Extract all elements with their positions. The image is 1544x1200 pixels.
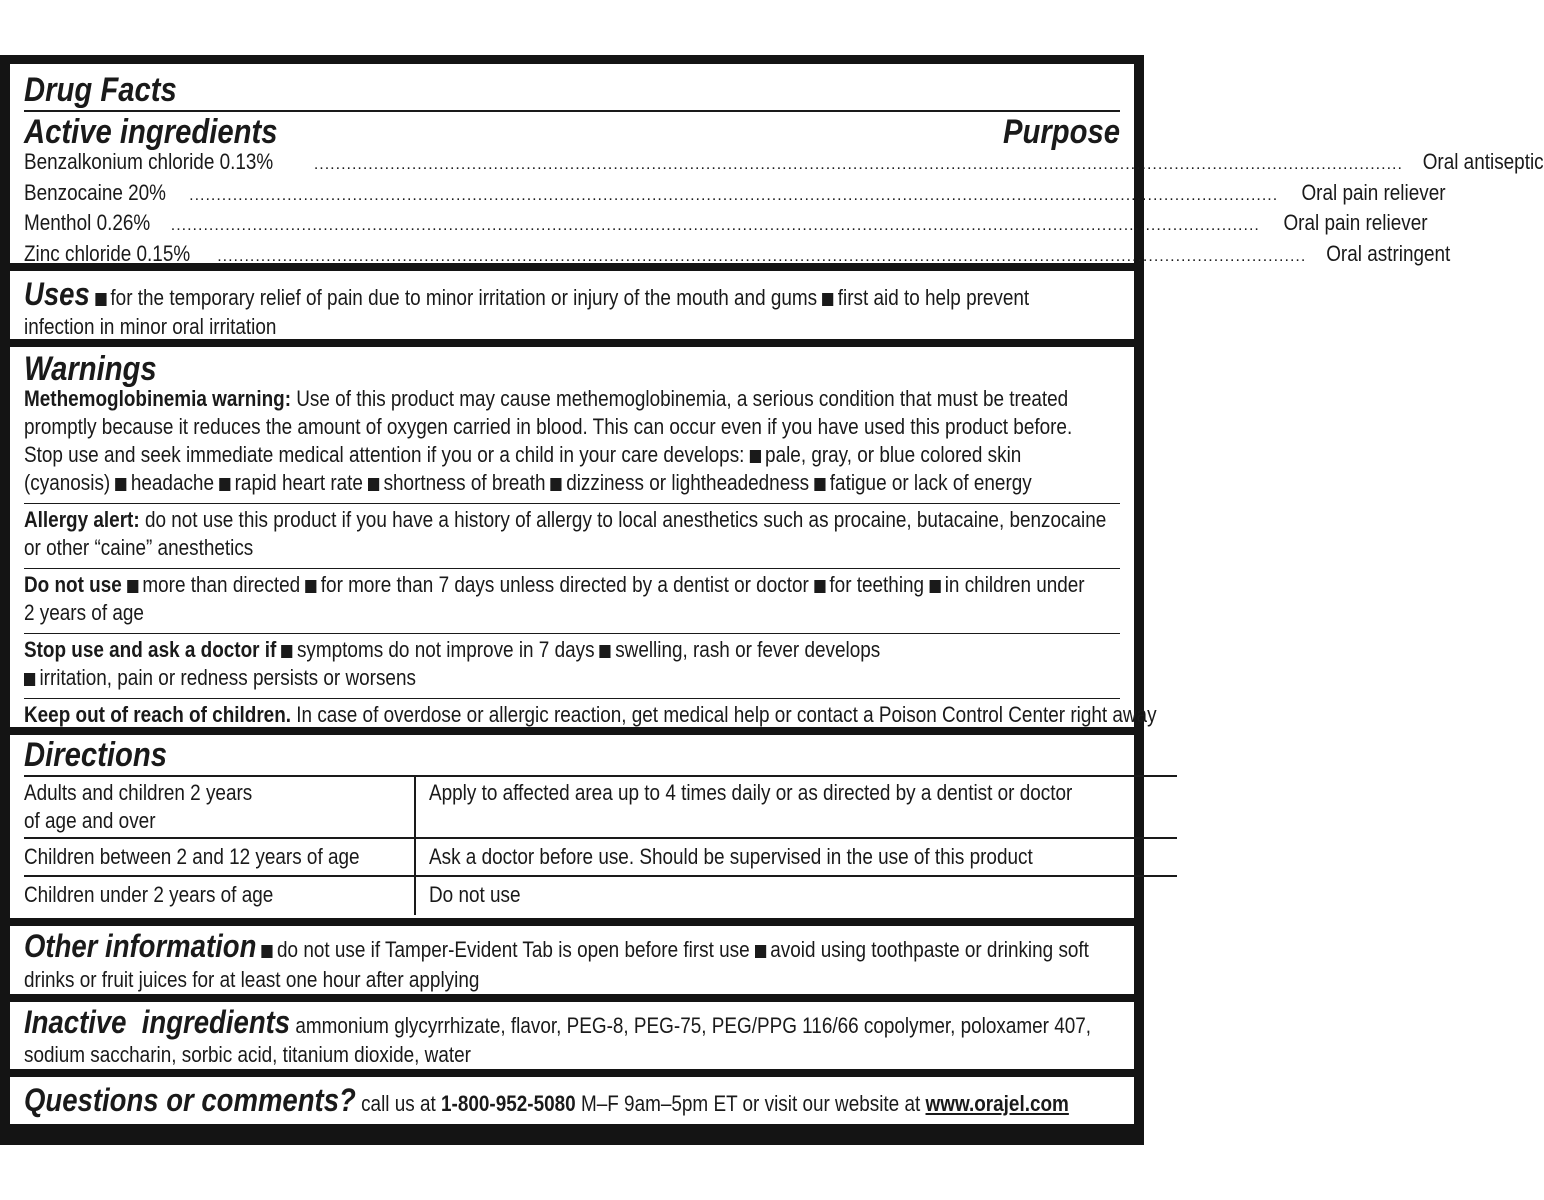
bullet-square-icon <box>115 478 126 491</box>
keep-out-line <box>24 701 1157 729</box>
what-text: Do not use <box>429 882 521 907</box>
ingredient-name: Zinc chloride 0.15% <box>24 240 191 266</box>
inactive-line-2: sodium saccharin, sorbic acid, titanium dioxide, water <box>24 1042 471 1067</box>
ingredient-purpose: Oral astringent <box>1326 240 1451 266</box>
symptom-item: rapid heart rate <box>234 470 363 495</box>
symptom-item: (cyanosis) <box>24 470 111 495</box>
what-text: Apply to affected area up to 4 times daily or as directed by a dentist or doctor <box>429 780 1073 805</box>
donot-item: more than directed <box>142 572 301 597</box>
other-heading: Other information <box>24 928 257 964</box>
who-text: of age and over <box>24 808 156 833</box>
purpose-heading: Purpose <box>1002 113 1120 151</box>
other-item: do not use if Tamper-Evident Tab is open before first use <box>277 937 750 962</box>
stop-item: swelling, rash or fever develops <box>615 637 881 662</box>
website-link[interactable]: www.orajel.com <box>925 1091 1069 1116</box>
active-ingredients-panel <box>10 64 1544 266</box>
uses-line-1 <box>24 276 1030 313</box>
table-row <box>24 838 1177 876</box>
who-text: Children under 2 years of age <box>24 882 274 907</box>
other-information-panel <box>10 926 1134 994</box>
stop-line-2 <box>24 664 967 692</box>
allergy-label: Allergy alert: <box>24 507 140 532</box>
stop-item: symptoms do not improve in 7 days <box>296 637 595 662</box>
bullet-square-icon <box>95 293 106 306</box>
directions-what <box>415 876 1177 915</box>
allergy-text: do not use this product if you have a history of allergy to local anesthetics such as procaine, butacaine, benzocaine <box>144 507 1107 532</box>
active-ingredients-header <box>24 112 1120 152</box>
bullet-square-icon <box>929 580 940 593</box>
ingredient-name: Benzalkonium chloride 0.13% <box>24 149 274 174</box>
directions-panel <box>10 735 1134 918</box>
bullet-square-icon <box>814 580 825 593</box>
directions-who <box>24 776 415 838</box>
symptom-item: pale, gray, or blue colored skin <box>765 442 1022 467</box>
stop-item: irritation, pain or redness persists or worsens <box>39 665 416 690</box>
other-item: avoid using toothpaste or drinking soft <box>770 937 1089 962</box>
symptom-item: fatigue or lack of energy <box>829 470 1032 495</box>
donot-line-2: 2 years of age <box>24 600 144 625</box>
leader-dots: ........................................................................................................................................................................................................ <box>189 186 1279 204</box>
inactive-ingredients-panel <box>10 1002 1134 1069</box>
table-row <box>24 776 1177 838</box>
directions-who <box>24 876 415 915</box>
inactive-heading: Inactive ingredients <box>24 1004 291 1040</box>
meth-text: Stop use and seek immediate medical attention if you or a child in your care develops: <box>24 442 745 467</box>
ingredient-name: Menthol 0.26% <box>24 210 151 235</box>
meth-line-1 <box>24 385 1069 413</box>
ingredient-purpose: Oral pain reliever <box>1301 179 1446 205</box>
who-text: Adults and children 2 years <box>24 780 253 805</box>
bullet-square-icon <box>600 645 611 658</box>
bullet-square-icon <box>281 645 292 658</box>
warnings-heading: Warnings <box>24 350 157 388</box>
phone-number: 1-800-952-5080 <box>441 1091 576 1116</box>
stop-label: Stop use and ask a doctor if <box>24 637 277 662</box>
uses-heading: Uses <box>24 276 90 312</box>
inactive-line-1 <box>24 1004 1092 1041</box>
donot-label: Do not use <box>24 572 122 597</box>
meth-line-2: promptly because it reduces the amount of oxygen carried in blood. This can occur even if you have used this product before. <box>24 414 1073 439</box>
questions-text: call us at <box>361 1091 436 1116</box>
bullet-square-icon <box>305 580 316 593</box>
ingredient-row <box>24 148 1544 179</box>
ingredient-row <box>24 179 1446 210</box>
other-line-2: drinks or fruit juices for at least one hour after applying <box>24 967 480 992</box>
bullet-square-icon <box>750 450 761 463</box>
meth-line-3 <box>24 441 1022 469</box>
directions-who <box>24 838 415 876</box>
ingredient-purpose: Oral pain reliever <box>1283 210 1428 235</box>
donot-item: for teething <box>829 572 925 597</box>
bullet-square-icon <box>368 478 379 491</box>
leader-dots: ........................................................................................................................................................................................................ <box>170 217 1260 234</box>
questions-heading: Questions or comments? <box>24 1082 356 1118</box>
warnings-panel <box>10 347 1157 727</box>
symptom-item: dizziness or lightheadedness <box>566 470 810 495</box>
donot-item: in children under <box>944 572 1085 597</box>
inactive-text: ammonium glycyrrhizate, flavor, PEG-8, PEG-75, PEG/PPG 116/66 copolymer, poloxamer 407, <box>295 1013 1092 1038</box>
stop-line-1 <box>24 636 967 664</box>
leader-dots: ........................................................................................................................................................................................................ <box>313 156 1403 173</box>
drug-facts-label <box>0 55 1544 1145</box>
active-ingredients-heading: Active ingredients <box>24 113 278 151</box>
questions-line <box>24 1082 1069 1121</box>
bullet-square-icon <box>219 478 230 491</box>
directions-what <box>415 838 1177 876</box>
ingredient-row <box>24 240 1451 271</box>
allergy-line-2: or other “caine” anesthetics <box>24 535 254 560</box>
bullet-square-icon <box>24 673 35 686</box>
bullet-square-icon <box>814 478 825 491</box>
keep-text: In case of overdose or allergic reaction, get medical help or contact a Poison Control Center right away <box>296 702 1157 727</box>
meth-label: Methemoglobinemia warning: <box>24 386 292 411</box>
allergy-line-1 <box>24 506 1107 534</box>
directions-what <box>415 776 1177 838</box>
questions-text: M–F 9am–5pm ET or visit our website at <box>580 1091 921 1116</box>
other-line-1 <box>24 928 1089 966</box>
ingredient-purpose: Oral antiseptic <box>1422 149 1544 174</box>
directions-table <box>24 775 1177 915</box>
questions-panel <box>10 1077 1134 1124</box>
who-text: Children between 2 and 12 years of age <box>24 844 360 869</box>
donot-item: for more than 7 days unless directed by a dentist or doctor <box>320 572 809 597</box>
uses-item: for the temporary relief of pain due to minor irritation or injury of the mouth and gums <box>110 285 818 310</box>
directions-heading: Directions <box>24 736 167 774</box>
ingredient-row <box>24 209 1428 240</box>
uses-panel <box>10 271 1134 339</box>
keep-label: Keep out of reach of children. <box>24 702 292 727</box>
symptom-item: shortness of breath <box>383 470 546 495</box>
table-row <box>24 876 1177 915</box>
donot-line-1 <box>24 571 1085 599</box>
meth-line-4 <box>24 469 1032 497</box>
uses-line-2: infection in minor oral irritation <box>24 314 277 339</box>
bullet-square-icon <box>822 293 833 306</box>
leader-dots: ........................................................................................................................................................................................................ <box>217 247 1307 265</box>
what-text: Ask a doctor before use. Should be supervised in the use of this product <box>429 844 1033 869</box>
symptom-item: headache <box>130 470 214 495</box>
ingredient-name: Benzocaine 20% <box>24 179 167 205</box>
uses-item: first aid to help prevent <box>837 285 1030 310</box>
meth-text: Use of this product may cause methemoglobinemia, a serious condition that must be treated <box>296 386 1069 411</box>
bullet-square-icon <box>262 945 273 958</box>
bullet-square-icon <box>127 580 138 593</box>
bullet-square-icon <box>551 478 562 491</box>
bullet-square-icon <box>755 945 766 958</box>
drug-facts-title: Drug Facts <box>24 71 177 109</box>
